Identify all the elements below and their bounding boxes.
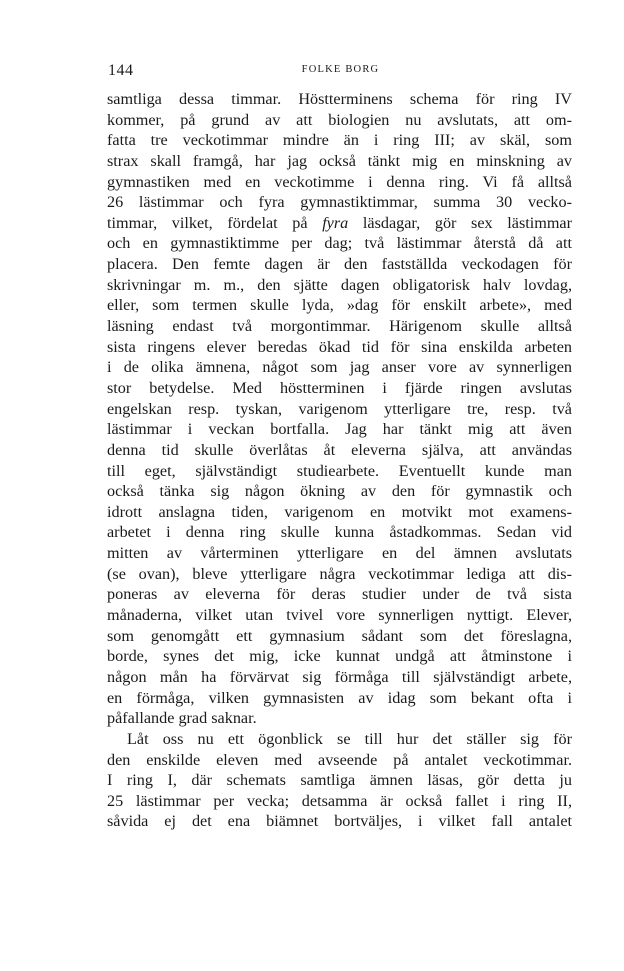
text-line: (se ovan), bleve ytterligare några veckotimmar lediga att dis- — [107, 564, 572, 583]
text-line: engelskan resp. tyskan, varigenom ytterligare tre, resp. två — [107, 399, 572, 418]
text-line: poneras av eleverna för deras studier under de två sista — [107, 585, 572, 604]
text-line: eller, som termen skulle lyda, »dag för enskilt arbete», med — [107, 296, 572, 315]
text-line: påfallande grad saknar. — [107, 709, 257, 728]
text-line: såvida ej det ena biämnet bortväljes, i vilket fall antalet — [107, 812, 572, 831]
text-line: mitten av vårterminen ytterligare en del ämnen avslutats — [107, 544, 572, 563]
text-line: läsning endast två morgontimmar. Härigenom skulle alltså — [107, 317, 572, 336]
text-line: stor betydelse. Med höstterminen i fjärde ringen avslutas — [107, 378, 572, 397]
text-line: en förmåga, vilken gymnasisten av idag som bekant ofta i — [107, 688, 572, 707]
text-line: borde, synes det mig, icke kunnat undgå att åtminstone i — [107, 647, 572, 666]
text-line: i de olika ämnena, något som jag anser vore av synnerligen — [107, 358, 572, 377]
text-line: den enskilde eleven med avseende på antalet veckotimmar. — [107, 750, 572, 769]
text-line: denna tid skulle överlåtas åt eleverna själva, att användas — [107, 440, 572, 459]
text-line: arbetet i denna ring skulle kunna åstadkommas. Sedan vid — [107, 523, 572, 542]
text-line: också tänka sig någon ökning av den för gymnastik och — [107, 482, 572, 501]
text-line: strax skall framgå, har jag också tänkt mig en minskning av — [107, 151, 572, 170]
page-number: 144 — [108, 62, 134, 79]
text-line: till eget, självständigt studiearbete. Eventuellt kunde man — [107, 461, 572, 480]
text-line: gymnastiken med en veckotimme i denna ring. Vi få alltså — [107, 172, 572, 191]
running-head: FOLKE BORG — [301, 64, 380, 75]
text-line: lästimmar i veckan bortfalla. Jag har tänkt mig att även — [107, 420, 572, 439]
text-line: timmar, vilket, fördelat på fyra läsdagar, gör sex lästimmar — [107, 213, 572, 232]
page-header — [108, 62, 573, 82]
text-line: som genomgått ett gymnasium sådant som det föreslagna, — [107, 626, 572, 645]
text-line: I ring I, där schemats samtliga ämnen läsas, gör detta ju — [107, 771, 572, 790]
text-line: samtliga dessa timmar. Höstterminens schema för ring IV — [107, 90, 572, 108]
text-line: någon mån ha förvärvat sig förmåga till självständigt arbete, — [107, 667, 572, 686]
text-line: placera. Den femte dagen är den fastställda veckodagen för — [107, 255, 572, 274]
body-text — [107, 89, 572, 832]
text-line: månaderna, vilket utan tvivel vore synnerligen nyttigt. Elever, — [107, 606, 572, 625]
text-line: idrott anslagna tiden, varigenom en motvikt mot examens- — [107, 502, 572, 521]
text-line: 25 lästimmar per vecka; detsamma är också fallet i ring II, — [107, 791, 572, 810]
text-line: 26 lästimmar och fyra gymnastiktimmar, summa 30 vecko- — [107, 193, 572, 212]
text-line: skrivningar m. m., den sjätte dagen obligatorisk halv lovdag, — [107, 275, 572, 294]
text-line: kommer, på grund av att biologien nu avslutats, att om- — [107, 110, 572, 129]
text-line: sista ringens elever beredas ökad tid för sina enskilda arbeten — [107, 337, 572, 356]
text-line: och en gymnastiktimme per dag; två lästimmar återstå då att — [107, 234, 572, 253]
text-line: fatta tre veckotimmar mindre än i ring III; av skäl, som — [107, 131, 572, 150]
text-line: Låt oss nu ett ögonblick se till hur det ställer sig för — [127, 729, 572, 748]
